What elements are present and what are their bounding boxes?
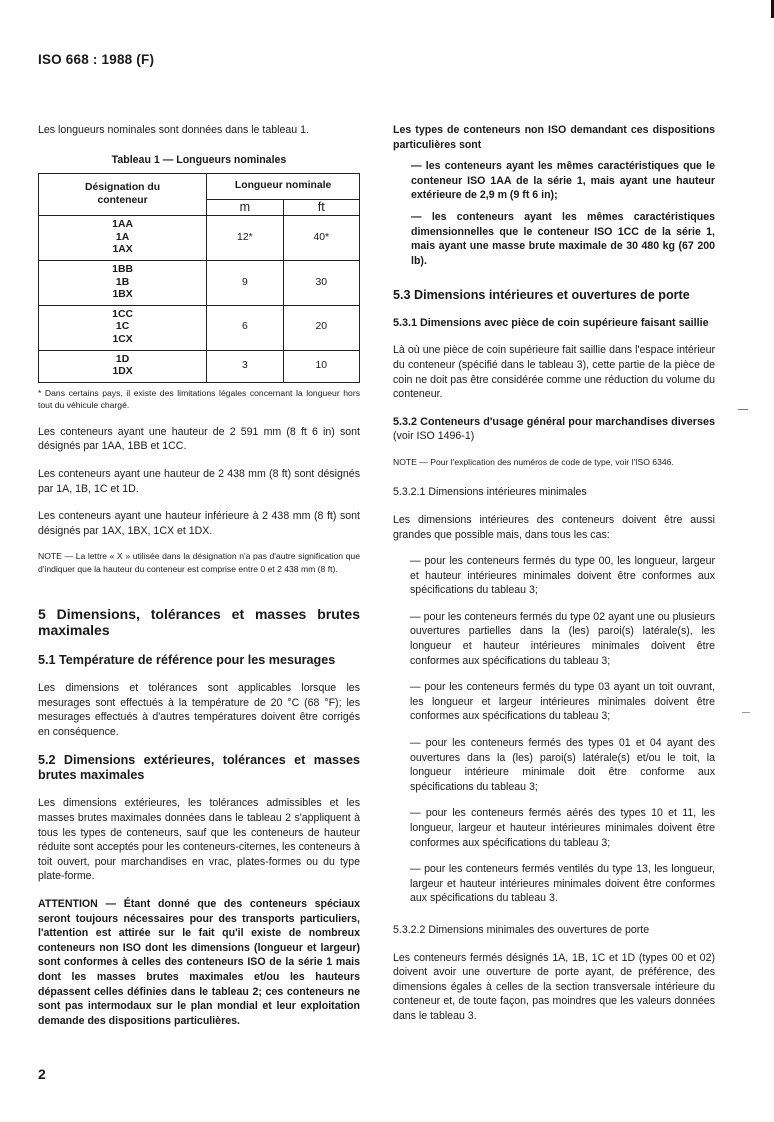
table-cell-m: 9 <box>207 260 283 305</box>
right-column <box>393 123 715 1024</box>
non-iso-item: — les conteneurs ayant les mêmes caractéristiques que le conteneur ISO 1AA de la série 1, mais ayant une hauteur extérieure de 2,9 m (9 ft 6 in); <box>411 160 715 202</box>
table-cell-ft: 20 <box>283 305 359 350</box>
table-cell-ft: 10 <box>283 350 359 382</box>
section-5-2-title: 5.2 Dimensions extérieures, tolérances et masses brutes maximales <box>38 753 360 783</box>
table-cell-m: 3 <box>207 350 283 382</box>
list-item: — pour les conteneurs fermés ventilés du type 13, les longueur, largeur et hauteur intérieures minimales doivent être conformes aux spécifications du tableau 3. <box>410 863 715 905</box>
table-row <box>39 260 360 305</box>
table-intro: Les longueurs nominales sont données dans le tableau 1. <box>38 124 309 136</box>
section-5-1-text: Les dimensions et tolérances sont applicables lorsque les mesurages sont effectués à la température de 20 °C (68 °F); les mesurages effectués à d'autres températures doivent être corrigés en conséquence. <box>38 682 360 738</box>
table-cell-m: 12* <box>207 216 283 261</box>
section-5-title: 5 Dimensions, tolérances et masses brutes maximales <box>38 606 360 639</box>
section-5-3-2-2-title: 5.3.2.2 Dimensions minimales des ouvertures de porte <box>393 923 650 936</box>
table-cell-designation: 1D 1DX <box>39 350 207 382</box>
section-5-3-2-title: 5.3.2 Conteneurs d'usage général pour marchandises diverses <box>393 415 715 428</box>
table-cell-ft: 40* <box>283 216 359 261</box>
table-header-unit-m: m <box>207 200 283 216</box>
table-header-length: Longueur nominale <box>207 174 360 200</box>
table-footnote: * Dans certains pays, il existe des limitations légales concernant la longueur hors tout du véhicule chargé. <box>38 387 360 410</box>
section-5-3-2-heading <box>393 415 715 444</box>
attention-paragraph: ATTENTION — Étant donné que des conteneurs spéciaux seront toujours nécessaires pour des transports particuliers, l'attention est attirée sur le fait qu'il existe de nombreux conteneurs non ISO dont les dimensions (longueur et largeur) sont conformes à celles des conteneurs ISO de la série 1 mais dont les masses brutes maximales et/ou les hauteurs dépassent celles définies dans le tableau 2; ces conteneurs ne sont pas intermodaux sur le plan mondial et leur exploitation demande des dispositions particulières. <box>38 898 360 1027</box>
table-row <box>39 350 360 382</box>
section-5-3-2-ref: (voir ISO 1496-1) <box>393 430 475 443</box>
nominal-lengths-table <box>38 173 360 383</box>
paragraph-height-2591: Les conteneurs ayant une hauteur de 2 591 mm (8 ft 6 in) sont désignés par 1AA, 1BB et 1CC. <box>38 425 360 453</box>
page-number: 2 <box>38 1066 46 1082</box>
non-iso-item: — les conteneurs ayant les mêmes caractéristiques dimensionnelles que le conteneur ISO 1CC de la série 1, mais ayant une masse brute maximale de 30 480 kg (67 200 lb). <box>411 210 715 267</box>
paragraph-height-lower: Les conteneurs ayant une hauteur inférieure à 2 438 mm (8 ft) sont désignés par 1AX, 1BX, 1CX et 1DX. <box>38 510 360 537</box>
table-cell-ft: 30 <box>283 260 359 305</box>
table-row <box>39 216 360 261</box>
table-cell-designation: 1CC 1C 1CX <box>39 305 207 350</box>
margin-mark <box>742 712 750 713</box>
list-item: — pour les conteneurs fermés du type 00, les longueur, largeur et hauteur intérieures minimales doivent être conformes aux spécifications du tableau 3; <box>410 555 715 597</box>
section-5-3-1-text: Là où une pièce de coin supérieure fait saillie dans l'espace intérieur du conteneur (spécifié dans le tableau 3), cette partie de la pièce de coin ne doit pas être considérée comme une réduction du volume du conteneur. <box>393 344 715 401</box>
margin-mark <box>738 409 748 410</box>
list-item: — pour les conteneurs fermés des types 01 et 04 ayant des ouvertures dans la (les) paroi(s) latérale(s) et/ou le toit, la longueur intérieure minimale doit être conforme aux spécifications du tableau 3; <box>410 737 715 793</box>
section-5-3-title: 5.3 Dimensions intérieures et ouvertures de porte <box>393 288 690 303</box>
list-item: — pour les conteneurs fermés aérés des types 10 et 11, les longueur, largeur et hauteur intérieures minimales doivent être conformes aux spécifications du tableau 3; <box>410 807 715 849</box>
note-type-code: NOTE — Pour l'explication des numéros de code de type, voir l'ISO 6346. <box>393 456 674 467</box>
section-5-3-1-title: 5.3.1 Dimensions avec pièce de coin supérieure faisant saillie <box>393 317 709 330</box>
table-title: Tableau 1 — Longueurs nominales <box>111 153 287 166</box>
section-5-2-text: Les dimensions extérieures, les tolérances admissibles et les masses brutes maximales données dans le tableau 2 s'appliquent à tous les types de conteneurs, sauf que les conteneurs de hauteur réduite sont acceptés pour les conteneurs-citernes, les conteneurs à toit ouvert, pour marchandises en vrac, plates-formes ou du type plate-forme. <box>38 797 360 883</box>
table-row <box>39 305 360 350</box>
left-column <box>38 123 360 1028</box>
list-item: — pour les conteneurs fermés du type 02 ayant une ou plusieurs ouvertures partielles dans la (les) paroi(s) latérale(s), les longueur et hauteur intérieures minimales doivent être conformes aux spécifications du tableau 3; <box>410 610 715 667</box>
table-cell-designation: 1AA 1A 1AX <box>39 216 207 261</box>
list-item: — pour les conteneurs fermés du type 03 ayant un toit ouvrant, les longueur et largeur intérieures minimales doivent être conformes aux spécifications du tableau 3; <box>410 681 715 723</box>
note-letter-x: NOTE — La lettre « X » utilisée dans la désignation n'a pas d'autre signification que d'indiquer que la hauteur du conteneur est comprise entre 0 et 2 438 mm (8 ft). <box>38 551 360 574</box>
min-dimensions-list <box>393 554 715 906</box>
non-iso-intro: Les types de conteneurs non ISO demandant ces dispositions particulières sont <box>393 124 715 151</box>
table-header-unit-ft: ft <box>283 200 359 216</box>
section-5-3-2-1-intro: Les dimensions intérieures des conteneurs doivent être aussi grandes que possible mais, dans tous les cas: <box>393 513 715 541</box>
section-5-1-title: 5.1 Température de référence pour les mesurages <box>38 653 336 668</box>
table-cell-m: 6 <box>207 305 283 350</box>
paragraph-height-2438: Les conteneurs ayant une hauteur de 2 438 mm (8 ft) sont désignés par 1A, 1B, 1C et 1D. <box>38 467 360 495</box>
table-header-designation: Désignation du conteneur <box>39 174 207 216</box>
section-5-3-2-2-text: Les conteneurs fermés désignés 1A, 1B, 1C et 1D (types 00 et 02) doivent avoir une ouverture de porte ayant, de préférence, des dimensions égales à celles de la section transversale intérieure du conteneur et, de toute façon, pas moindres que les valeurs données dans le tableau 3. <box>393 951 715 1022</box>
table-cell-designation: 1BB 1B 1BX <box>39 260 207 305</box>
document-header: ISO 668 : 1988 (F) <box>38 52 155 67</box>
section-5-3-2-1-title: 5.3.2.1 Dimensions intérieures minimales <box>393 486 587 499</box>
